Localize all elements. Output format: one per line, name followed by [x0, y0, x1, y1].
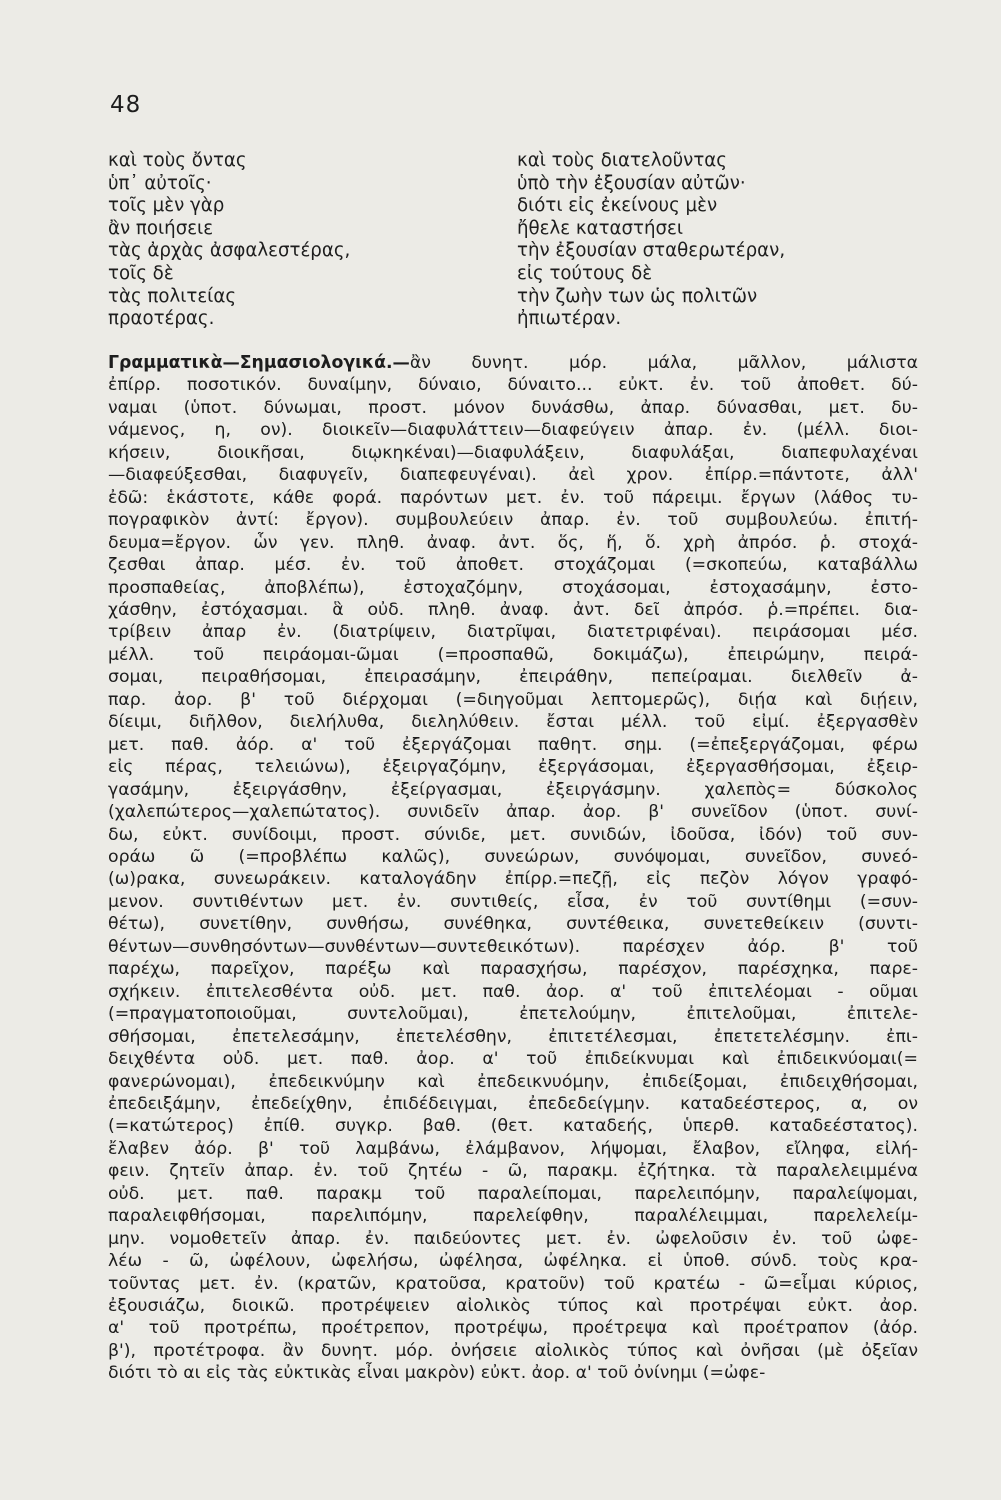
commentary-text: ἂν δυνητ. μόρ. μάλα, μᾶλλον, μάλιστα — [409, 353, 918, 373]
parallel-row — [108, 150, 898, 173]
parallel-row — [108, 218, 898, 241]
parallel-translation — [108, 150, 898, 331]
translation-line: εἰς τούτους δὲ — [517, 262, 653, 284]
commentary-line: α' τοῦ προτρέπω, προέτρεπον, προτρέψω, προέτρεψα καὶ προέτραπον (ἀόρ. — [108, 1318, 918, 1339]
greek-original-line: τοῖς δὲ — [108, 262, 174, 284]
translation-line: τὴν ἐξουσίαν σταθερωτέραν, — [517, 240, 786, 262]
commentary-line: τρίβειν ἀπαρ ἐν. (διατρίψειν, διατρῖψαι, διατετριφέναι). πειράσομαι μέσ. — [108, 622, 918, 643]
commentary-line: —διαφεύξεσθαι, διαφυγεῖν, διαπεφευγέναι). ἀεὶ χρον. ἐπίρρ.=πάντοτε, ἀλλ' — [108, 465, 918, 486]
translation-line: τὴν ζωὴν των ὡς πολιτῶν — [517, 285, 758, 307]
commentary-line: ναμαι (ὑποτ. δύνωμαι, προστ. μόνον δυνάσθω, ἀπαρ. δύνασθαι, μετ. δυ- — [108, 397, 918, 418]
commentary-line: θέτω), συνετίθην, συνθήσω, συνέθηκα, συντέθεικα, συνετεθείκειν (συντι- — [108, 914, 918, 935]
greek-original-line: πραοτέρας. — [108, 308, 215, 330]
commentary-line: εἰς πέρας, τελειώνω), ἐξειργαζόμην, ἐξεργάσομαι, ἐξεργασθήσομαι, ἐξειρ- — [108, 757, 918, 778]
commentary-line: ἐπεδειξάμην, ἐπεδείχθην, ἐπιδέδειγμαι, ἐπεδεδείγμην. καταδεέστερος, α, ον — [108, 1093, 918, 1114]
commentary-line: ἐδῶ: ἑκάστοτε, κάθε φορά. παρόντων μετ. ἐν. τοῦ πάρειμι. ἔργων (λάθος τυ- — [108, 487, 918, 508]
commentary-line: (χαλεπώτερος—χαλεπώτατος). συνιδεῖν ἀπαρ. ἀορ. β' συνεῖδον (ὑποτ. συνί- — [108, 802, 918, 823]
grammar-commentary — [108, 352, 918, 1385]
commentary-line: ἐξουσιάζω, διοικῶ. προτρέψειεν αἰολικὸς τύπος καὶ προτρέψαι εὐκτ. ἀορ. — [108, 1296, 918, 1317]
commentary-line: θέντων—συνθησόντων—συνθέντων—συντεθεικότων). παρέσχεν ἀόρ. β' τοῦ — [108, 936, 918, 957]
parallel-row — [108, 286, 898, 309]
parallel-row — [108, 173, 898, 196]
commentary-line: διότι τὸ αι εἰς τὰς εὐκτικὰς εἶναι μακρὸν) εὐκτ. ἀορ. α' τοῦ ὀνίνημι (=ὠφε- — [108, 1363, 766, 1384]
greek-original-line: καὶ τοὺς ὄντας — [108, 150, 247, 171]
greek-original-line: ἂν ποιήσειε — [108, 217, 214, 239]
commentary-line: νάμενος, η, ον). διοικεῖν—διαφυλάττειν—διαφεύγειν ἀπαρ. ἐν. (μέλλ. διοι- — [108, 420, 918, 441]
commentary-line: χάσθην, ἐστόχασμαι. ἃ οὐδ. πληθ. ἀναφ. ἀντ. δεῖ ἀπρόσ. ῥ.=πρέπει. δια- — [108, 599, 918, 620]
commentary-line: παρέχω, παρεῖχον, παρέξω καὶ παρασχήσω, παρέσχον, παρέσχηκα, παρε- — [108, 959, 918, 980]
commentary-line: ἐπίρρ. ποσοτικόν. δυναίμην, δύναιο, δύναιτο... εὐκτ. ἐν. τοῦ ἀποθετ. δύ- — [108, 375, 918, 396]
commentary-line: οράω ῶ (=προβλέπω καλῶς), συνεώρων, συνόψομαι, συνεῖδον, συνεό- — [108, 846, 918, 867]
greek-original-line: τοῖς μὲν γὰρ — [108, 195, 225, 217]
commentary-line: σχήκειν. ἐπιτελεσθέντα οὐδ. μετ. παθ. ἀορ. α' τοῦ ἐπιτελέομαι - οῦμαι — [108, 981, 918, 1002]
commentary-line: τοῦντας μετ. ἐν. (κρατῶν, κρατοῦσα, κρατοῦν) τοῦ κρατέω - ῶ=εἶμαι κύριος, — [108, 1273, 918, 1294]
commentary-line: β'), προτέτροφα. ἂν δυνητ. μόρ. ὀνήσειε αἰολικὸς τύπος καὶ ὀνῆσαι (μὲ ὀξεῖαν — [108, 1340, 918, 1361]
parallel-row — [108, 240, 898, 263]
commentary-line: (=κατώτερος) ἐπίθ. συγκρ. βαθ. (θετ. καταδεής, ὑπερθ. καταδεέστατος). — [108, 1116, 918, 1137]
greek-original-line: ὑπ᾽ αὐτοῖς· — [108, 172, 212, 194]
translation-line: καὶ τοὺς διατελοῦντας — [517, 150, 727, 171]
commentary-line: σθήσομαι, ἐπετελεσάμην, ἐπετελέσθην, ἐπιτετέλεσμαι, ἐπετετελέσμην. ἐπι- — [108, 1026, 918, 1047]
commentary-line: προσπαθείας, ἀποβλέπω), ἐστοχαζόμην, στοχάσομαι, ἐστοχασάμην, ἐστο- — [108, 577, 918, 598]
commentary-line: μετ. παθ. ἀόρ. α' τοῦ ἐξεργάζομαι παθητ. σημ. (=ἐπεξεργάζομαι, φέρω — [108, 734, 918, 755]
translation-line: ὑπὸ τὴν ἐξουσίαν αὐτῶν· — [517, 172, 746, 194]
commentary-line: δίειμι, διῆλθον, διελήλυθα, διεληλύθειν. ἔσται μέλλ. τοῦ εἰμί. ἐξεργασθὲν — [108, 712, 918, 733]
translation-line: ἠπιωτέραν. — [517, 308, 622, 330]
commentary-line: φανερώνομαι), ἐπεδεικνύμην καὶ ἐπεδεικνυόμην, ἐπιδείξομαι, ἐπιδειχθήσομαι, — [108, 1071, 918, 1092]
commentary-line: οὐδ. μετ. παθ. παρακμ τοῦ παραλείπομαι, παρελειπόμην, παραλείψομαι, — [108, 1183, 918, 1204]
commentary-line — [108, 352, 918, 374]
parallel-row — [108, 308, 898, 331]
commentary-line: γασάμην, ἐξειργάσθην, ἐξείργασμαι, ἐξειργάσμην. χαλεπὸς= δύσκολος — [108, 779, 918, 800]
parallel-row — [108, 195, 898, 218]
commentary-line: παρ. ἀορ. β' τοῦ διέρχομαι (=διηγοῦμαι λεπτομερῶς), διῄα καὶ διῄειν, — [108, 689, 918, 710]
commentary-line: μενον. συντιθέντων μετ. ἐν. συντιθείς, εἶσα, ἐν τοῦ συντίθημι (=συν- — [108, 891, 918, 912]
commentary-line: κήσειν, διοικῆσαι, διῳκηκέναι)—διαφυλάξειν, διαφυλάξαι, διαπεφυλαχέναι — [108, 442, 918, 463]
translation-line: ἤθελε καταστήσει — [517, 217, 684, 239]
commentary-line: μέλλ. τοῦ πειράομαι-ῶμαι (=προσπαθῶ, δοκιμάζω), ἐπειρώμην, πειρά- — [108, 644, 918, 665]
commentary-line: μην. νομοθετεῖν ἀπαρ. ἐν. παιδεύοντες μετ. ἐν. ὠφελοῦσιν ἐν. τοῦ ὠφε- — [108, 1228, 918, 1249]
commentary-line: ζεσθαι ἀπαρ. μέσ. ἐν. τοῦ ἀποθετ. στοχάζομαι (=σκοπεύω, καταβάλλω — [108, 555, 918, 576]
commentary-line: πογραφικὸν ἀντί: ἔργον). συμβουλεύειν ἀπαρ. ἐν. τοῦ συμβουλεύω. ἐπιτή- — [108, 510, 918, 531]
commentary-line: (=πραγματοποιοῦμαι, συντελοῦμαι), ἐπετελούμην, ἐπιτελοῦμαι, ἐπιτελε- — [108, 1004, 918, 1025]
commentary-line: σομαι, πειραθήσομαι, ἐπειρασάμην, ἐπειράθην, πεπείραμαι. διελθεῖν ἀ- — [108, 667, 918, 688]
translation-line: διότι εἰς ἐκείνους μὲν — [517, 195, 718, 217]
commentary-line: παραλειφθήσομαι, παρελιπόμην, παρελείφθην, παραλέλειμμαι, παρελελείμ- — [108, 1206, 918, 1227]
page-number: 48 — [110, 92, 142, 118]
commentary-line: δω, εὐκτ. συνίδοιμι, προστ. σύνιδε, μετ. συνιδών, ἰδοῦσα, ἰδόν) τοῦ συν- — [108, 824, 918, 845]
greek-original-line: τὰς ἀρχὰς ἀσφαλεστέρας, — [108, 240, 351, 262]
commentary-line: δειχθέντα οὐδ. μετ. παθ. ἀορ. α' τοῦ ἐπιδείκνυμαι καὶ ἐπιδεικνύομαι(= — [108, 1049, 918, 1070]
commentary-line: λέω - ῶ, ὠφέλουν, ὠφελήσω, ὠφέλησα, ὠφέληκα. εἰ ὑποθ. σύνδ. τοὺς κρα- — [108, 1251, 918, 1272]
commentary-line: ἔλαβεν ἀόρ. β' τοῦ λαμβάνω, ἐλάμβανον, λήψομαι, ἔλαβον, εἴληφα, εἰλή- — [108, 1138, 918, 1159]
commentary-line: δευμα=ἔργον. ὧν γεν. πληθ. ἀναφ. ἀντ. ὅς, ἥ, ὅ. χρὴ ἀπρόσ. ῥ. στοχά- — [108, 532, 918, 553]
greek-original-line: τὰς πολιτείας — [108, 285, 236, 307]
section-heading: Γραμματικὰ—Σημασιολογικά.— — [108, 353, 410, 373]
commentary-line: (ω)ρακα, συνεωράκειν. καταλογάδην ἐπίρρ.=πεζῇ, εἰς πεζὸν λόγον γραφό- — [108, 869, 918, 890]
commentary-line: φειν. ζητεῖν ἀπαρ. ἐν. τοῦ ζητέω - ῶ, παρακμ. ἐζήτηκα. τὰ παραλελειμμένα — [108, 1161, 918, 1182]
parallel-row — [108, 263, 898, 286]
